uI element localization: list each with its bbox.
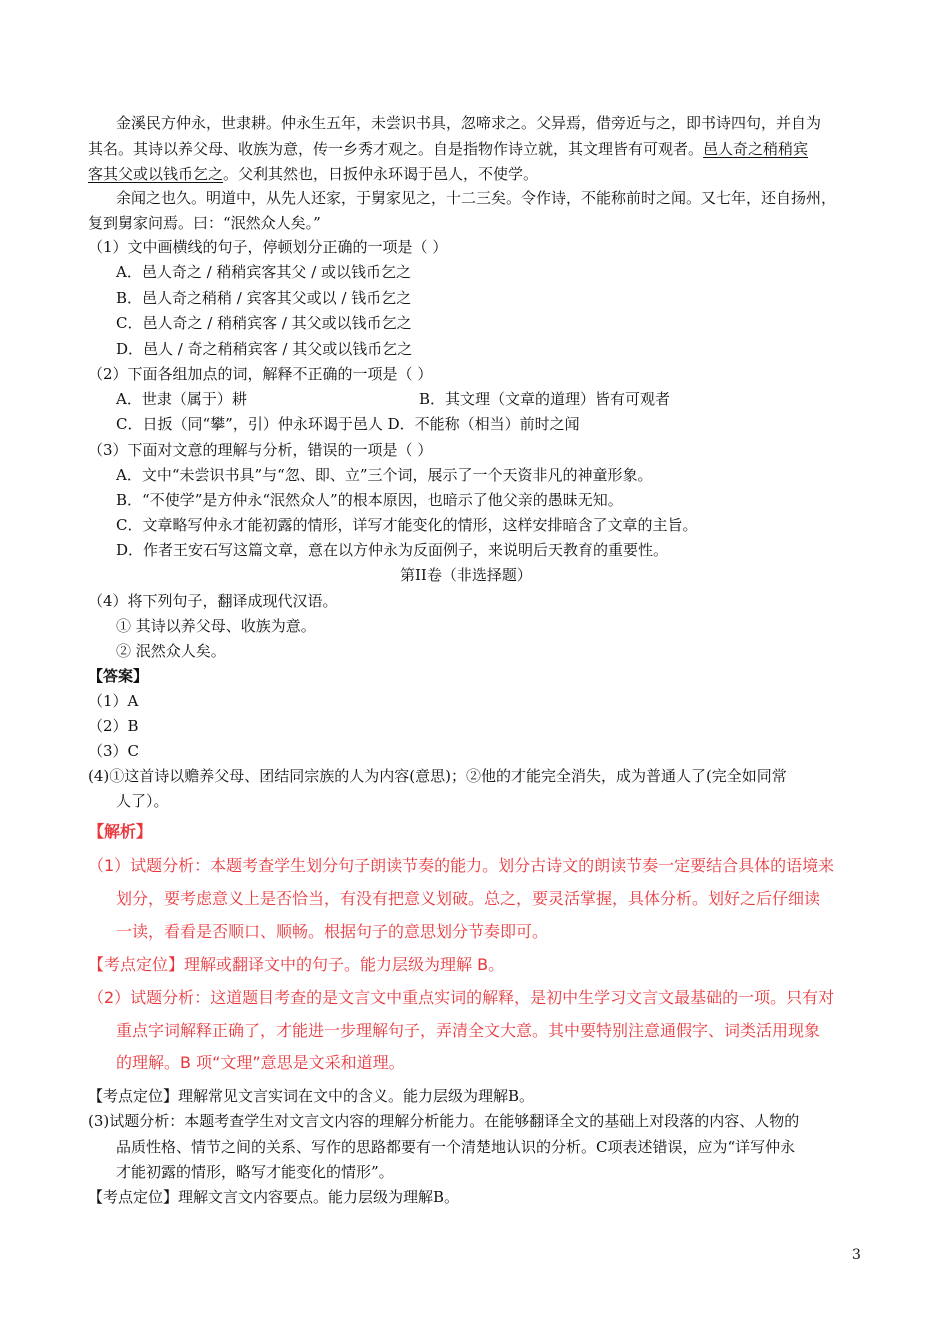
question-2-option-a: A．世隶（属于）耕 <box>116 390 247 408</box>
passage-line <box>88 164 538 184</box>
question-4-stem: （4）将下列句子，翻译成现代汉语。 <box>88 592 338 610</box>
question-2-option-cd: C．日扳（同“攀”，引）仲永环谒于邑人 D．不能称（相当）前时之闻 <box>116 415 580 433</box>
underlined-sentence: 邑人奇之稍稍宾 <box>703 140 809 158</box>
analysis-3-line: 品质性格、情节之间的关系、写作的思路都要有一个清楚地认识的分析。C项表述错误，应为“详写仲永 <box>116 1138 796 1156</box>
question-2-stem: （2）下面各组加点的词，解释不正确的一项是（ ） <box>88 365 433 383</box>
analysis-2-line: （2）试题分析：这道题目考查的是文言文中重点实词的解释，是初中生学习文言文最基础的一项。只有对 <box>88 988 835 1007</box>
question-3-option-d: D．作者王安石写这篇文章，意在以方仲永为反面例子，来说明后天教育的重要性。 <box>116 541 669 559</box>
question-1-option-b: B．邑人奇之稍稍 / 宾客其父或以 / 钱币乞之 <box>116 289 412 307</box>
analysis-2-point: 【考点定位】理解常见文言实词在文中的含义。能力层级为理解B。 <box>88 1087 535 1105</box>
question-3-stem: （3）下面对文意的理解与分析，错误的一项是（ ） <box>88 441 433 459</box>
answer-1: （1）A <box>88 692 139 710</box>
question-1-stem: （1）文中画横线的句子，停顿划分正确的一项是（ ） <box>88 238 448 256</box>
analysis-2-line: 的理解。B 项“文理”意思是文采和道理。 <box>116 1053 405 1072</box>
passage-line <box>88 139 808 159</box>
answer-3: （3）C <box>88 742 140 760</box>
question-1-option-c: C．邑人奇之 / 稍稍宾客 / 其父或以钱币乞之 <box>116 314 412 332</box>
analysis-3-point: 【考点定位】理解文言文内容要点。能力层级为理解B。 <box>88 1188 460 1206</box>
analysis-1-line: （1）试题分析：本题考查学生划分句子朗读节奏的能力。划分古诗文的朗读节奏一定要结合具体的语境来 <box>88 856 835 875</box>
question-2-option-b: B．其文理（文章的道理）皆有可观者 <box>419 390 671 408</box>
question-1-option-a: A．邑人奇之 / 稍稍宾客其父 / 或以钱币乞之 <box>116 263 412 281</box>
passage-text: 。父利其然也，日扳仲永环谒于邑人，不使学。 <box>223 165 539 183</box>
passage-text: 其名。其诗以养父母、收族为意，传一乡秀才观之。自是指物作诗立就，其文理皆有可观者。 <box>88 140 704 158</box>
analysis-heading: 【解析】 <box>88 822 153 841</box>
answer-4: (4)①这首诗以赡养父母、团结同宗族的人为内容(意思)；②他的才能完全消失，成为普通人了(完全如同常 <box>88 767 787 785</box>
section-title: 第II卷（非选择题） <box>400 566 532 584</box>
analysis-3-line: (3)试题分析：本题考查学生对文言文内容的理解分析能力。在能够翻译全文的基础上对段落的内容、人物的 <box>88 1112 800 1130</box>
analysis-3-line: 才能初露的情形，略写才能变化的情形”。 <box>116 1163 394 1181</box>
analysis-1-line: 一读，看看是否顺口、顺畅。根据句子的意思划分节奏即可。 <box>116 922 549 941</box>
answer-heading: 【答案】 <box>88 667 149 685</box>
passage-line: 金溪民方仲永，世隶耕。仲永生五年，未尝识书具，忽啼求之。父异焉，借旁近与之，即书诗四句，并自为 <box>116 114 822 132</box>
question-1-option-d: D．邑人 / 奇之稍稍宾客 / 其父或以钱币乞之 <box>116 340 413 358</box>
question-3-option-c: C．文章略写仲永才能初露的情形，详写才能变化的情形，这样安排暗含了文章的主旨。 <box>116 516 698 534</box>
underlined-sentence: 客其父或以钱币乞之 <box>88 165 224 183</box>
analysis-2-line: 重点字词解释正确了，才能进一步理解句子，弄清全文大意。其中要特别注意通假字、词类活用现象 <box>116 1021 821 1040</box>
answer-4-continued: 人了）。 <box>116 792 169 810</box>
question-4-item: ② 泯然众人矣。 <box>116 642 226 660</box>
passage-line: 复到舅家问焉。曰：“泯然众人矣。” <box>88 214 321 232</box>
page-number: 3 <box>852 1247 861 1263</box>
passage-line: 余闻之也久。明道中，从先人还家，于舅家见之，十二三矣。令作诗，不能称前时之闻。又七年，还自扬州， <box>116 189 837 207</box>
question-4-item: ① 其诗以养父母、收族为意。 <box>116 617 316 635</box>
analysis-1-point: 【考点定位】理解或翻译文中的句子。能力层级为理解 B。 <box>88 955 505 974</box>
analysis-1-line: 划分，要考虑意义上是否恰当，有没有把意义划破。总之，要灵活掌握，具体分析。划好之后仔细读 <box>116 889 821 908</box>
question-3-option-a: A．文中“未尝识书具”与“忽、即、立”三个词，展示了一个天资非凡的神童形象。 <box>116 466 653 484</box>
question-3-option-b: B．“不使学”是方仲永“泯然众人”的根本原因，也暗示了他父亲的愚昧无知。 <box>116 491 623 509</box>
answer-2: （2）B <box>88 717 139 735</box>
